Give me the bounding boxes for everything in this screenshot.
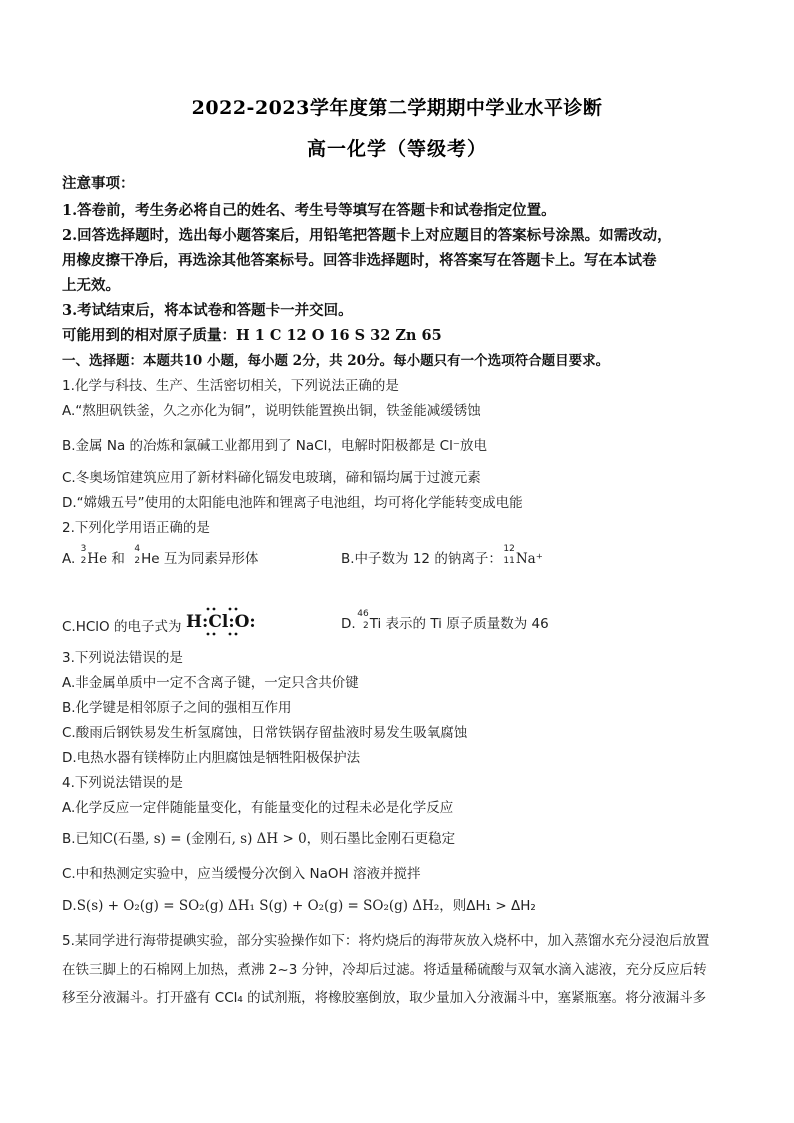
q4-d-equations: S(s) + O₂(g) = SO₂(g) ΔH₁ S(g) + O₂(g) = SO₂(g) ΔH₂ (76, 898, 440, 914)
notice-item-3: 3.考试结束后，将本试卷和答题卡一并交回。 (62, 302, 353, 319)
q3-option-a: A.非金属单质中一定不含离子键，一定只含共价键 (62, 675, 359, 691)
ti-mass-number: 46 (357, 609, 369, 619)
ti-isotope-notation (356, 609, 370, 631)
q2-option-b (341, 544, 543, 567)
q1-option-a: A.“熬胆矾铁釜，久之亦化为铜”，说明铁能置换出铜，铁釜能减缓锈蚀 (62, 403, 481, 419)
na-mass-number: 12 (503, 544, 515, 554)
notice-heading: 注意事项： (62, 175, 135, 192)
q4-b-suffix: ，则石墨比金刚石更稳定 (306, 831, 456, 847)
q2-d-suffix: Ti 表示的 Ti 原子质量数为 46 (369, 616, 549, 632)
q2-stem: 2.下列化学用语正确的是 (62, 520, 210, 536)
q1-stem: 1.化学与科技、生产、生活密切相关，下列说法正确的是 (62, 378, 399, 394)
he4-atomic-number: 2 (134, 556, 141, 566)
o-dot-bottom-2 (234, 633, 237, 636)
q1-option-d: D.“嫦娥五号”使用的太阳能电池阵和锂离子电池组，均可将化学能转变成电能 (62, 495, 523, 511)
electron-formula-text: H:Cl:O: (185, 612, 256, 632)
na-atomic-number: 11 (503, 556, 515, 566)
q5-line-2: 在铁三脚上的石棉网上加热，煮沸 2~3 分钟，冷却后过滤。将适量稀硫酸与双氧水滴入滤液，充分反应后转 (62, 962, 707, 978)
electron-dot-diagram (185, 605, 256, 639)
he4-mass-number: 4 (134, 544, 141, 554)
q2-a-and: 和 (107, 551, 130, 567)
q2-option-c (62, 605, 256, 643)
o-dot-top-2 (234, 608, 237, 611)
q4-b-prefix: B.已知 (62, 831, 103, 847)
q3-option-c: C.酸雨后钢铁易发生析氢腐蚀，日常铁锅存留盐液时易发生吸氧腐蚀 (62, 725, 468, 741)
q4-b-equation: C(石墨, s) = (金刚石, s) ΔH > 0 (102, 831, 307, 847)
cl-dot-bottom-1 (206, 633, 209, 636)
q2-d-prefix: D. (341, 616, 356, 632)
q2-b-prefix: B.中子数为 12 的钠离子： (341, 551, 502, 567)
q3-option-d: D.电热水器有镁棒防止内胆腐蚀是牺牲阳极保护法 (62, 750, 361, 766)
q4-d-suffix: ，则ΔH₁ > ΔH₂ (439, 898, 536, 914)
section-heading: 一、选择题：本题共10 小题，每小题 2分，共 20分。每小题只有一个选项符合题目要求。 (62, 353, 610, 369)
q5-line-3: 移至分液漏斗。打开盛有 CCl₄ 的试剂瓶，将橡胶塞倒放，取少量加入分液漏斗中，塞紧瓶塞。将分液漏斗多 (62, 990, 707, 1006)
q2-a-suffix: He 互为同素异形体 (141, 551, 259, 567)
q3-option-b: B.化学键是相邻原子之间的强相互作用 (62, 700, 292, 716)
exam-title: 2022-2023学年度第二学期期中学业水平诊断 (191, 97, 603, 119)
ti-atomic-number: 2 (362, 621, 369, 631)
q2-option-a (62, 544, 259, 567)
notice-item-1: 1.答卷前，考生务必将自己的姓名、考生号等填写在答题卡和试卷指定位置。 (62, 202, 556, 219)
na-isotope-notation (502, 544, 516, 566)
q4-d-prefix: D. (62, 898, 77, 914)
he4-isotope-notation (129, 544, 141, 566)
q5-line-1: 5.某同学进行海带提碘实验，部分实验操作如下：将灼烧后的海带灰放入烧杯中，加入蒸馏水充分浸泡后放置 (62, 933, 710, 949)
q4-option-d (62, 894, 536, 914)
notice-item-2-line-1: 2.回答选择题时，选出每小题答案后，用铅笔把答题卡上对应题目的答案标号涂黑。如需改动， (62, 227, 672, 244)
q4-option-b (62, 827, 455, 847)
q2-a-prefix: A. (62, 551, 76, 567)
cl-dot-bottom-2 (212, 633, 215, 636)
q1-option-b: B.金属 Na 的冶炼和氯碱工业都用到了 NaCl，电解时阳极都是 Cl⁻放电 (62, 438, 487, 454)
na-ion-symbol: Na⁺ (515, 551, 543, 567)
atomic-masses: 可能用到的相对原子质量：H 1 C 12 O 16 S 32 Zn 65 (62, 327, 442, 344)
q1-option-c: C.冬奥场馆建筑应用了新材料碲化镉发电玻璃，碲和镉均属于过渡元素 (62, 470, 481, 486)
q2-option-d (341, 609, 549, 632)
notice-item-2-line-2: 用橡皮擦干净后，再选涂其他答案标号。回答非选择题时，将答案写在答题卡上。写在本试卷 (62, 252, 657, 269)
q3-stem: 3.下列说法错误的是 (62, 650, 183, 666)
cl-dot-top-1 (206, 608, 209, 611)
he3-symbol: He (87, 551, 108, 567)
q4-option-a: A.化学反应一定伴随能量变化，有能量变化的过程未必是化学反应 (62, 800, 454, 816)
he3-atomic-number: 2 (80, 556, 87, 566)
q4-stem: 4.下列说法错误的是 (62, 775, 183, 791)
exam-subtitle: 高一化学（等级考） (306, 138, 487, 160)
he3-isotope-notation (75, 544, 87, 566)
cl-dot-top-2 (212, 608, 215, 611)
he3-mass-number: 3 (80, 544, 87, 554)
q4-option-c: C.中和热测定实验中，应当缓慢分次倒入 NaOH 溶液并搅拌 (62, 866, 421, 882)
q2-c-prefix: C.HClO 的电子式为 (62, 619, 182, 635)
hclo-electron-formula (185, 605, 256, 643)
notice-item-2-line-3: 上无效。 (62, 277, 120, 294)
o-dot-top-1 (228, 608, 231, 611)
o-dot-bottom-1 (228, 633, 231, 636)
